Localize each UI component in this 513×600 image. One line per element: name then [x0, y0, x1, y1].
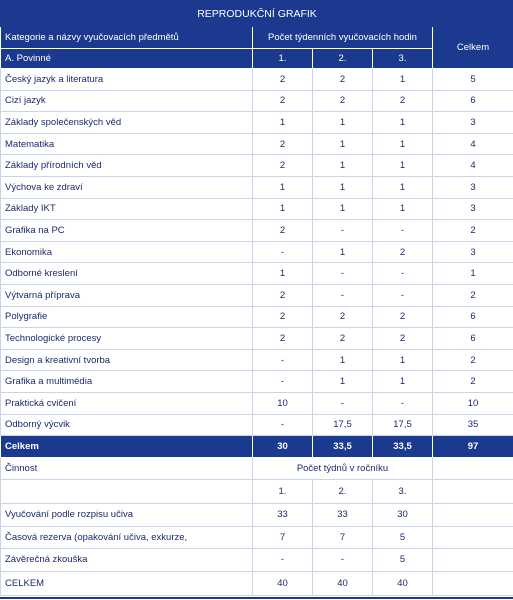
table-row: [1, 284, 513, 306]
year-2-hours: 1: [313, 241, 373, 263]
section-label: A. Povinné: [1, 49, 253, 69]
empty-cell: [433, 480, 513, 504]
subject-total: 4: [433, 133, 513, 155]
subject-total: 3: [433, 241, 513, 263]
year-3-hours: -: [373, 220, 433, 242]
activity-row: [1, 504, 513, 527]
subject-name: Design a kreativní tvorba: [1, 349, 253, 371]
table-row: [1, 263, 513, 285]
empty-cell: [433, 504, 513, 527]
empty-cell: [433, 526, 513, 549]
table-row: [1, 133, 513, 155]
year-1-weeks: -: [253, 549, 313, 572]
year-2-hours: 1: [313, 155, 373, 177]
year-3-hours: 2: [373, 328, 433, 350]
year-1-total: 30: [253, 436, 313, 458]
year-3-hours: 1: [373, 198, 433, 220]
year-1-hours: 1: [253, 263, 313, 285]
table-row: [1, 241, 513, 263]
subject-name: Odborný výcvik: [1, 414, 253, 436]
year-3-hours: 2: [373, 306, 433, 328]
subject-total: 3: [433, 198, 513, 220]
table-row: [1, 220, 513, 242]
year-3-hours: 1: [373, 349, 433, 371]
year-1-hours: 2: [253, 90, 313, 112]
year-2-hours: -: [313, 392, 373, 414]
year-header: 2.: [313, 480, 373, 504]
year-3-hours: 1: [373, 155, 433, 177]
page-title: REPRODUKČNÍ GRAFIK: [1, 1, 513, 27]
subject-name: Výtvarná příprava: [1, 284, 253, 306]
subject-total: 1: [433, 263, 513, 285]
year-2-hours: 1: [313, 176, 373, 198]
year-1-hours: 2: [253, 155, 313, 177]
activity-row: [1, 571, 513, 595]
table-row: [1, 155, 513, 177]
activities-weeks-label: Počet týdnů v ročníku: [253, 458, 433, 480]
subject-total: 5: [433, 69, 513, 91]
subject-total: 6: [433, 90, 513, 112]
year-1-hours: 2: [253, 328, 313, 350]
column-header-subject: Kategorie a názvy vyučovacích předmětů: [1, 27, 253, 49]
year-3-weeks: 30: [373, 504, 433, 527]
year-2-hours: -: [313, 220, 373, 242]
year-3-hours: 1: [373, 69, 433, 91]
subject-name: Technologické procesy: [1, 328, 253, 350]
table-row: [1, 392, 513, 414]
empty-cell: [433, 549, 513, 572]
table-row: [1, 349, 513, 371]
year-header: 3.: [373, 49, 433, 69]
table-row: [1, 90, 513, 112]
year-1-weeks: 40: [253, 571, 313, 595]
year-2-hours: 1: [313, 112, 373, 134]
year-header: 2.: [313, 49, 373, 69]
year-2-weeks: 40: [313, 571, 373, 595]
year-1-hours: -: [253, 349, 313, 371]
year-2-hours: 2: [313, 69, 373, 91]
empty-cell: [1, 480, 253, 504]
subject-total: 3: [433, 176, 513, 198]
subject-name: Grafika na PC: [1, 220, 253, 242]
year-1-hours: 2: [253, 284, 313, 306]
year-1-hours: -: [253, 371, 313, 393]
year-3-weeks: 5: [373, 549, 433, 572]
activity-name: Závěrečná zkouška: [1, 549, 253, 572]
year-2-hours: 1: [313, 198, 373, 220]
year-3-hours: 1: [373, 176, 433, 198]
activity-row: [1, 549, 513, 572]
subject-name: Grafika a multimédia: [1, 371, 253, 393]
year-1-weeks: 33: [253, 504, 313, 527]
table-row: [1, 112, 513, 134]
year-3-hours: 1: [373, 371, 433, 393]
year-3-hours: 2: [373, 241, 433, 263]
year-1-hours: 2: [253, 133, 313, 155]
year-2-hours: 1: [313, 371, 373, 393]
header-row: [1, 27, 513, 49]
year-2-weeks: 33: [313, 504, 373, 527]
subject-name: Matematika: [1, 133, 253, 155]
year-2-hours: 2: [313, 306, 373, 328]
table-row: [1, 306, 513, 328]
subject-total: 10: [433, 392, 513, 414]
activities-header-label: Činnost: [1, 458, 253, 480]
activity-name: Vyučování podle rozpisu učiva: [1, 504, 253, 527]
empty-cell: [433, 571, 513, 595]
year-header: 1.: [253, 49, 313, 69]
subject-name: Odborné kreslení: [1, 263, 253, 285]
year-2-hours: 1: [313, 133, 373, 155]
activity-row: [1, 526, 513, 549]
total-label: Celkem: [1, 436, 253, 458]
year-3-weeks: 5: [373, 526, 433, 549]
year-1-hours: -: [253, 241, 313, 263]
year-2-weeks: -: [313, 549, 373, 572]
subject-total: 2: [433, 284, 513, 306]
year-2-weeks: 7: [313, 526, 373, 549]
subject-total: 6: [433, 328, 513, 350]
table-row: [1, 328, 513, 350]
year-3-hours: 1: [373, 133, 433, 155]
year-1-hours: 10: [253, 392, 313, 414]
year-2-hours: 1: [313, 349, 373, 371]
activity-name: Časová rezerva (opakování učiva, exkurze,: [1, 526, 253, 549]
subject-name: Základy přírodních věd: [1, 155, 253, 177]
year-1-hours: 1: [253, 198, 313, 220]
year-3-total: 33,5: [373, 436, 433, 458]
column-header-hours: Počet týdenních vyučovacích hodin: [253, 27, 433, 49]
subject-name: Polygrafie: [1, 306, 253, 328]
subject-name: Cizí jazyk: [1, 90, 253, 112]
year-2-total: 33,5: [313, 436, 373, 458]
title-row: [1, 1, 513, 27]
year-1-hours: 2: [253, 306, 313, 328]
table-row: [1, 414, 513, 436]
subject-total: 35: [433, 414, 513, 436]
year-3-hours: -: [373, 392, 433, 414]
year-3-hours: 1: [373, 112, 433, 134]
year-1-hours: -: [253, 414, 313, 436]
activities-header-row: [1, 458, 513, 480]
subject-total: 2: [433, 371, 513, 393]
table-row: [1, 176, 513, 198]
year-1-hours: 2: [253, 220, 313, 242]
table-row: [1, 69, 513, 91]
year-3-hours: 17,5: [373, 414, 433, 436]
bottom-border: [0, 597, 513, 599]
year-3-hours: 2: [373, 90, 433, 112]
year-2-hours: 2: [313, 328, 373, 350]
year-1-hours: 2: [253, 69, 313, 91]
table-row: [1, 198, 513, 220]
subject-name: Praktická cvičení: [1, 392, 253, 414]
year-header: 3.: [373, 480, 433, 504]
year-1-hours: 1: [253, 112, 313, 134]
subject-total: 2: [433, 349, 513, 371]
activity-name: CELKEM: [1, 571, 253, 595]
subject-name: Základy IKT: [1, 198, 253, 220]
subject-total: 3: [433, 112, 513, 134]
total-row: [1, 436, 513, 458]
year-2-hours: -: [313, 284, 373, 306]
empty-cell: [433, 458, 513, 480]
subject-total: 6: [433, 306, 513, 328]
subject-total: 4: [433, 155, 513, 177]
year-2-hours: -: [313, 263, 373, 285]
subject-total: 2: [433, 220, 513, 242]
year-header: 1.: [253, 480, 313, 504]
subject-name: Výchova ke zdraví: [1, 176, 253, 198]
table-row: [1, 371, 513, 393]
year-2-hours: 2: [313, 90, 373, 112]
column-header-total: Celkem: [433, 27, 513, 69]
year-3-weeks: 40: [373, 571, 433, 595]
subject-name: Český jazyk a literatura: [1, 69, 253, 91]
subject-name: Ekonomika: [1, 241, 253, 263]
year-3-hours: -: [373, 263, 433, 285]
year-1-weeks: 7: [253, 526, 313, 549]
year-1-hours: 1: [253, 176, 313, 198]
subject-name: Základy společenských věd: [1, 112, 253, 134]
year-3-hours: -: [373, 284, 433, 306]
activities-year-row: [1, 480, 513, 504]
table-body: [1, 1, 513, 596]
year-2-hours: 17,5: [313, 414, 373, 436]
grand-total: 97: [433, 436, 513, 458]
